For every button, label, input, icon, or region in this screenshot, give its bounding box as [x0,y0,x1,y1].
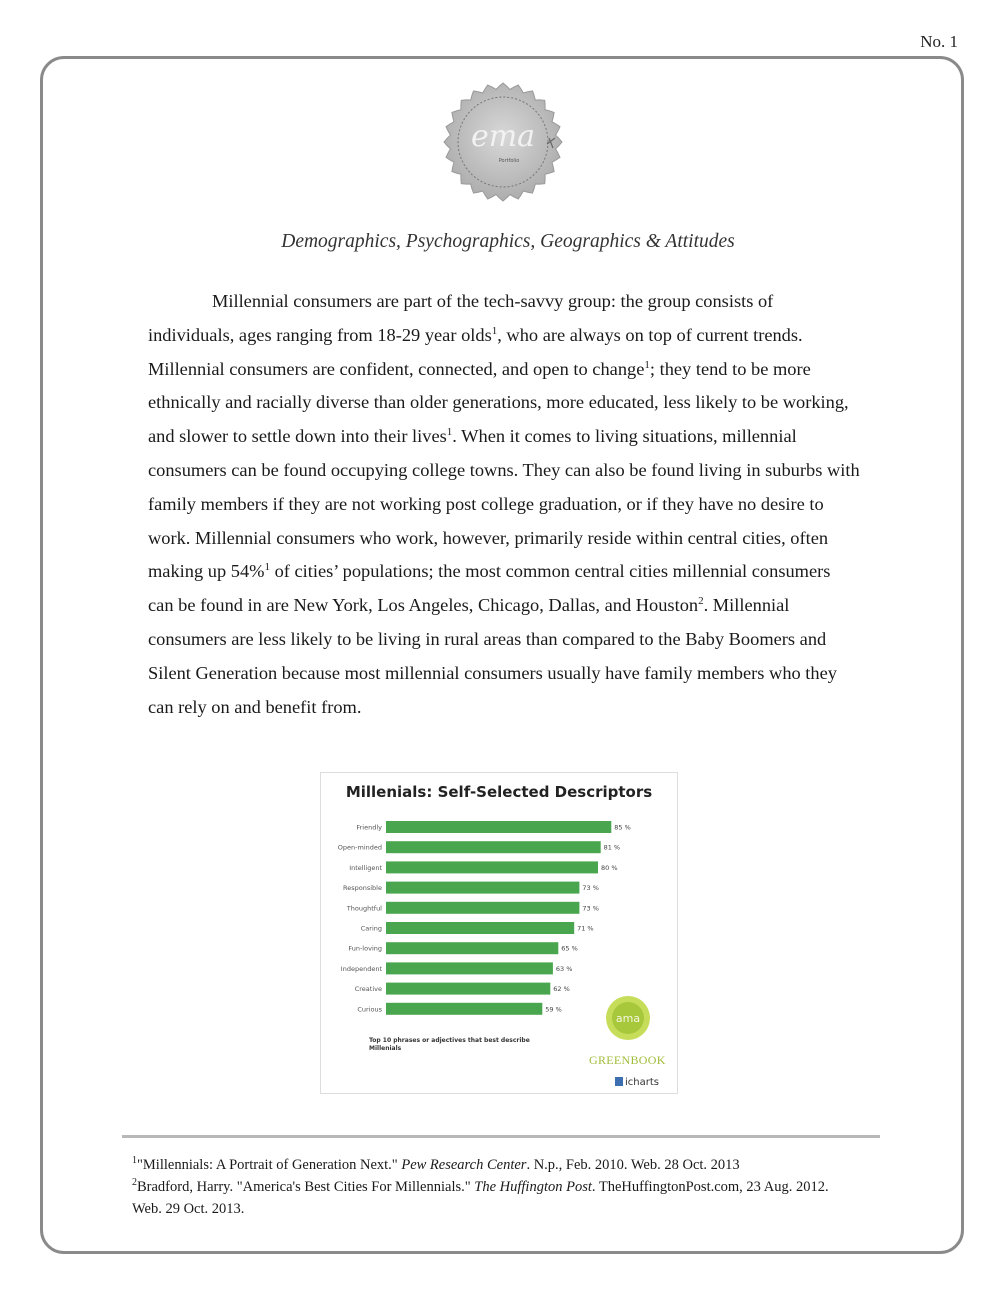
chart-note: Top 10 phrases or adjectives that best describe Millenials [369,1037,530,1052]
footnote-ref: 1 [644,358,650,371]
footnote-ref: 1 [446,426,453,439]
bar [386,882,579,894]
category-label: Independent [340,964,382,973]
bar [386,922,574,934]
category-label: Friendly [356,823,382,832]
bar [386,983,550,995]
footnote-ref: 1 [491,324,498,337]
icharts-icon [615,1077,623,1086]
value-label: 62 % [553,985,570,994]
bar [386,861,598,873]
bar [386,962,553,974]
category-label: Curious [357,1005,382,1014]
footnotes [132,1154,852,1220]
value-label: 81 % [603,843,621,852]
logo-text: ema [470,119,536,154]
category-label: Intelligent [349,863,382,872]
descriptor-chart [320,772,678,1094]
category-label: Fun-loving [348,944,382,953]
bar [386,1003,542,1015]
category-label: Thoughtful [346,904,382,913]
value-label: 65 % [561,944,578,953]
category-label: Open-minded [337,843,382,852]
footnote-2: $^2$Bradford, Harry. "America's Best Cities For Millennials." The Huffington Post. TheHuffingtonPost.com, 23 Aug. 2012. Web. 29 Oct. 2013. [132,1177,829,1217]
stamp-seal-logo-icon [443,82,565,204]
value-label: 71 % [577,924,594,933]
category-label: Responsible [343,884,382,893]
value-label: 63 % [555,964,573,973]
footnote-ref: 1 [264,561,270,574]
value-label: 59 % [545,1005,562,1014]
bar [386,942,558,954]
value-label: 80 % [601,863,618,872]
body-paragraph: Millennial consumers are part of the tech-savvy group: the group consists of individuals, ages ranging from 18-29 year olds$^1$, who are always on top of current trends. Millennial consumers are confident, connected, and open to change$^1$; they tend to be more ethnically and racially diverse than older generations, more educated, less likely to be working, and slower to settle down into their lives$^1$. When it comes to living situations, millennial consumers can be found occupying college towns. They can also be found living in suburbs with family members if they are not working post college graduation, or if they have no desire to work. Millennial consumers who work, however, primarily reside within central cities, often making up 54%$^1$ of cities’ populations; the most common central cities millennial consumers can be found in are New York, Los Angeles, Chicago, Dallas, and Houston$^2$. Millennial consumers are less likely to be living in rural areas than compared to the Baby Boomers and Silent Generation because most millennial consumers usually have family members who they can rely on and benefit from. [148,291,860,717]
section-heading: Demographics, Psychographics, Geographics & Attitudes [281,231,735,252]
value-label: 85 % [614,823,631,832]
chart-credit: icharts [615,1077,659,1088]
chart-source: GREENBOOK [589,1053,666,1067]
logo-subtext: Portfolio [498,158,520,164]
bar [386,821,611,833]
globe-logo-icon [603,993,653,1043]
footnote-divider [122,1135,880,1138]
svg-text:ama: ama [615,1012,641,1025]
page-number: No. 1 [920,32,958,51]
bar [386,902,579,914]
chart-title: Millenials: Self-Selected Descriptors [345,783,653,801]
bar [386,841,601,853]
value-label: 73 % [582,884,599,893]
category-label: Caring [360,924,382,933]
value-label: 73 % [582,904,599,913]
category-label: Creative [354,985,382,994]
footnote-1: $^1$"Millennials: A Portrait of Generation Next." Pew Research Center. N.p., Feb. 2010. Web. 28 Oct. 2013 [132,1155,740,1173]
footnote-ref: 2 [698,595,704,608]
